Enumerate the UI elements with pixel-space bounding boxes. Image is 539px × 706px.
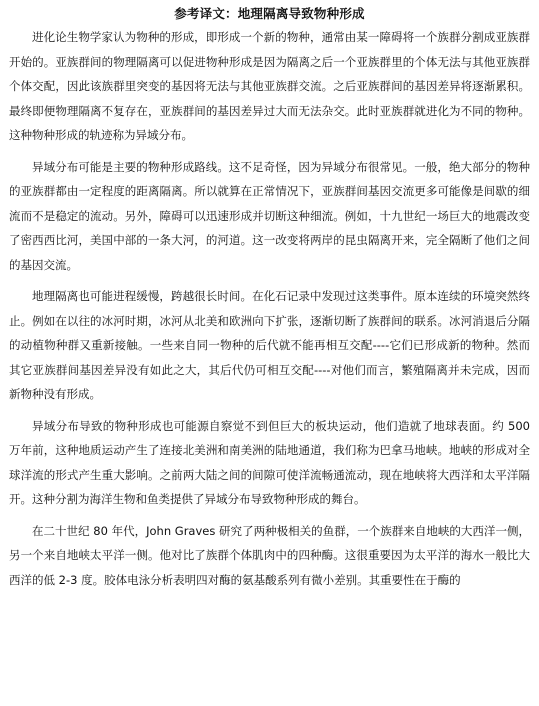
document-title: 参考译文：地理隔离导致物种形成	[174, 6, 365, 21]
paragraph-plate-tectonics: 异域分布导致的物种形成也可能源自察觉不到但巨大的板块运动，他们造就了地球表面。约 500 万年前，这种地质运动产生了连接北美洲和南美洲的陆地通道，我们称为巴拿马地峡。地峡的形成对全球洋流的形式产生重大影响。之前两大陆之间的间隙可使洋流畅通流动，现在地峡将大西洋和太平洋隔开。这种分割为海洋生物和鱼类提供了异域分布导致物种形成的舞台。	[9, 418, 530, 506]
paragraph-speciation-definition: 进化论生物学家认为物种的形成，即形成一个新的物种，通常由某一障碍将一个族群分割成亚族群开始的。亚族群间的物理隔离可以促进物种形成是因为隔离之后一个亚族群里的个体无法与其他亚族群个体交配，因此该族群里突变的基因将无法与其他亚族群交流。之后亚族群间的基因差异将逐渐累积。最终即便物理隔离不复存在，亚族群间的基因差异过大而无法杂交。此时亚族群就进化为不同的物种。这种物种形成的轨迹称为异域分布。	[9, 30, 530, 142]
paragraph-allopatry-route: 异域分布可能是主要的物种形成路线。这不足奇怪，因为异域分布很常见。一般，绝大部分的物种的亚族群都由一定程度的距离隔离。所以就算在正常情况下，亚族群间基因交流更多可能像是间歇的细流而不是稳定的流动。另外，障碍可以迅速形成并切断这种细流。例如，十九世纪一场巨大的地震改变了密西西比河，美国中部的一条大河，的河道。这一改变将两岸的昆虫隔离开来，完全隔断了他们之间的基因交流。	[9, 159, 530, 272]
paragraph-slow-isolation: 地理隔离也可能进程缓慢，跨越很长时间。在化石记录中发现过这类事件。原本连续的环境突然终止。例如在以往的冰河时期，冰河从北美和欧洲向下扩张，逐渐切断了族群间的联系。冰河消退后分隔的动植物种群又重新接触。一些来自同一物种的后代就不能再相互交配----它们已形成新的物种。然而其它亚族群间基因差异没有如此之大，其后代仍可相互交配----对他们而言，繁殖隔离并未完成，因而新物种没有形成。	[9, 289, 530, 401]
paragraph-graves-study: 在二十世纪 80 年代，John Graves 研究了两种极相关的鱼群，一个族群来自地峡的大西洋一侧，另一个来自地峡太平洋一侧。他对比了族群个体肌肉中的四种酶。这很重要因为太平洋的海水一般比大西洋的低 2-3 度。胶体电泳分析表明四对酶的氨基酸系列有微小差别。其重要性在于酶的	[9, 523, 530, 587]
